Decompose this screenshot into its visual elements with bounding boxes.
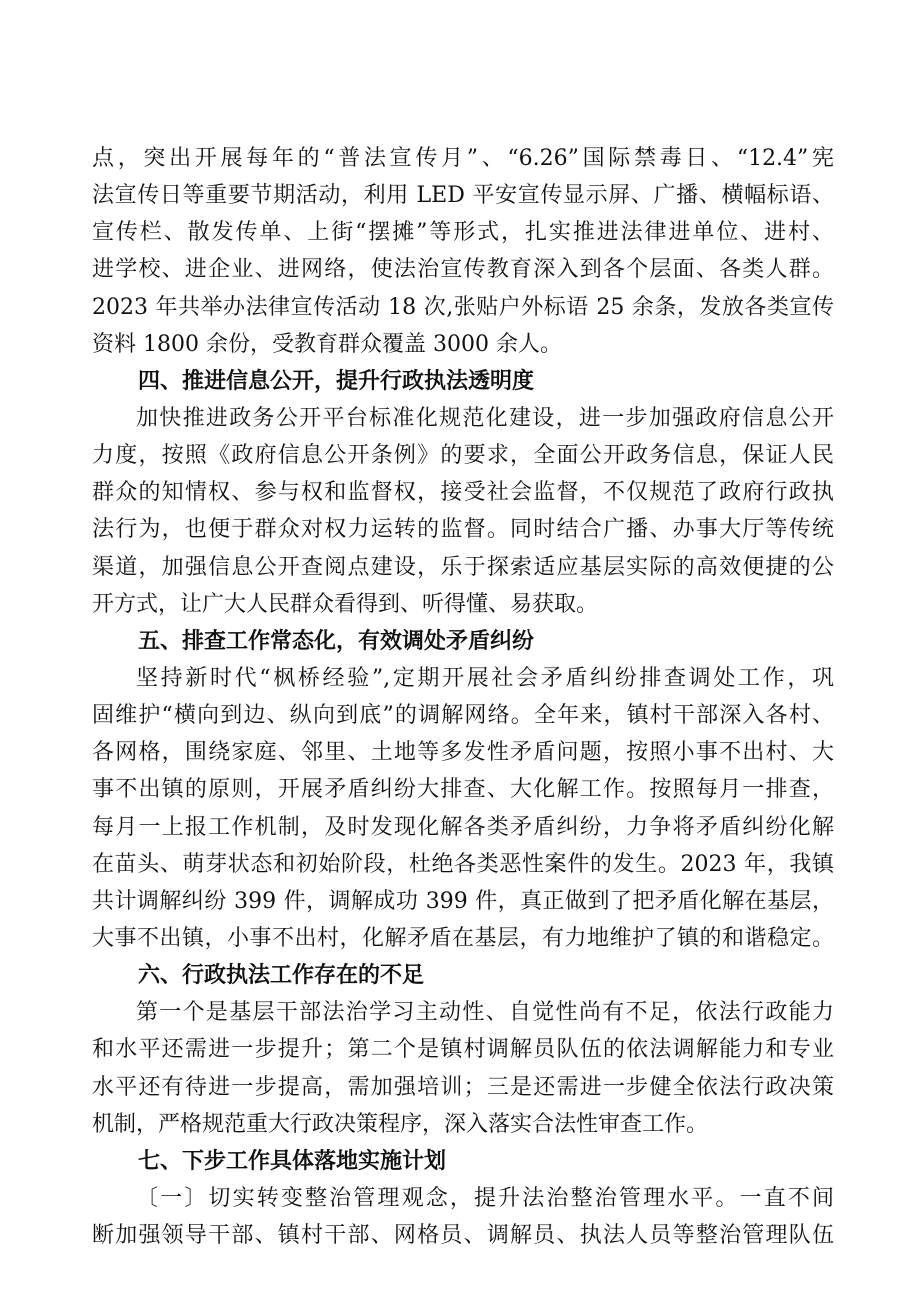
paragraph-line: 第一个是基层干部法治学习主动性、自觉性尚有不足，依法行政能力 <box>136 1000 834 1026</box>
paragraph-line: 共计调解纠纷 399 件，调解成功 399 件，真正做到了把矛盾化解在基层， <box>92 888 834 914</box>
paragraph-line: 加快推进政务公开平台标准化规范化建设，进一步加强政府信息公开 <box>136 405 834 431</box>
paragraph-line: 大事不出镇，小事不出村，化解矛盾在基层，有力地维护了镇的和谐稳定。 <box>92 925 834 951</box>
paragraph-line: 宣传栏、散发传单、上街“摆摊”等形式，扎实推进法律进单位、进村、 <box>92 220 834 246</box>
paragraph-line: 和水平还需进一步提升；第二个是镇村调解员队伍的依法调解能力和专业 <box>92 1037 834 1063</box>
section-heading-6: 六、行政执法工作存在的不足 <box>138 963 425 989</box>
paragraph-line: 进学校、进企业、进网络，使法治宣传教育深入到各个层面、各类人群。 <box>92 257 834 283</box>
section-heading-7: 七、下步工作具体落地实施计划 <box>138 1148 447 1174</box>
paragraph-line: 水平还有待进一步提高，需加强培训；三是还需进一步健全依法行政决策 <box>92 1074 834 1100</box>
paragraph-line: 开方式，让广大人民群众看得到、听得懂、易获取。 <box>92 591 599 617</box>
paragraph-line: 点，突出开展每年的“普法宣传月”、“6.26”国际禁毒日、“12.4”宪 <box>92 146 834 171</box>
paragraph-line: 群众的知情权、参与权和监督权，接受社会监督，不仅规范了政府行政执 <box>92 480 834 506</box>
paragraph-line: 各网格，围绕家庭、邻里、土地等多发性矛盾问题，按照小事不出村、大 <box>92 740 834 766</box>
paragraph-line: 法宣传日等重要节期活动，利用 LED 平安宣传显示屏、广播、横幅标语、 <box>92 183 834 209</box>
paragraph-line: 事不出镇的原则，开展矛盾纠纷大排查、大化解工作。按照每月一排查， <box>92 777 834 803</box>
document-body <box>92 140 834 1254</box>
paragraph-line: 每月一上报工作机制，及时发现化解各类矛盾纠纷，力争将矛盾纠纷化解 <box>92 814 834 840</box>
paragraph-line: 资料 1800 余份，受教育群众覆盖 3000 余人。 <box>92 331 562 357</box>
paragraph-line: 在苗头、萌芽状态和初始阶段，杜绝各类恶性案件的发生。2023 年，我镇 <box>92 851 834 877</box>
paragraph-line: 法行为，也便于群众对权力运转的监督。同时结合广播、办事大厅等传统 <box>92 517 834 543</box>
section-heading-4: 四、推进信息公开，提升行政执法透明度 <box>138 368 535 394</box>
paragraph-line: 力度，按照《政府信息公开条例》的要求，全面公开政务信息，保证人民 <box>92 443 834 469</box>
paragraph-line: 固维护“横向到边、纵向到底”的调解网络。全年来，镇村干部深入各村、 <box>92 703 834 729</box>
paragraph-line: 机制，严格规范重大行政决策程序，深入落实合法性审查工作。 <box>92 1111 709 1137</box>
section-heading-5: 五、排查工作常态化，有效调处矛盾纠纷 <box>138 628 535 654</box>
paragraph-line: 渠道，加强信息公开查阅点建设，乐于探索适应基层实际的高效便捷的公 <box>92 554 834 580</box>
paragraph-line: 坚持新时代“枫桥经验”,定期开展社会矛盾纠纷排查调处工作，巩 <box>136 665 834 691</box>
paragraph-line: 断加强领导干部、镇村干部、网格员、调解员、执法人员等整治管理队伍 <box>92 1223 834 1249</box>
paragraph-line: 2023 年共举办法律宣传活动 18 次,张贴户外标语 25 余条，发放各类宣传 <box>92 294 834 320</box>
paragraph-line: 〔一〕切实转变整治管理观念，提升法治整治管理水平。一直不间 <box>136 1185 834 1211</box>
